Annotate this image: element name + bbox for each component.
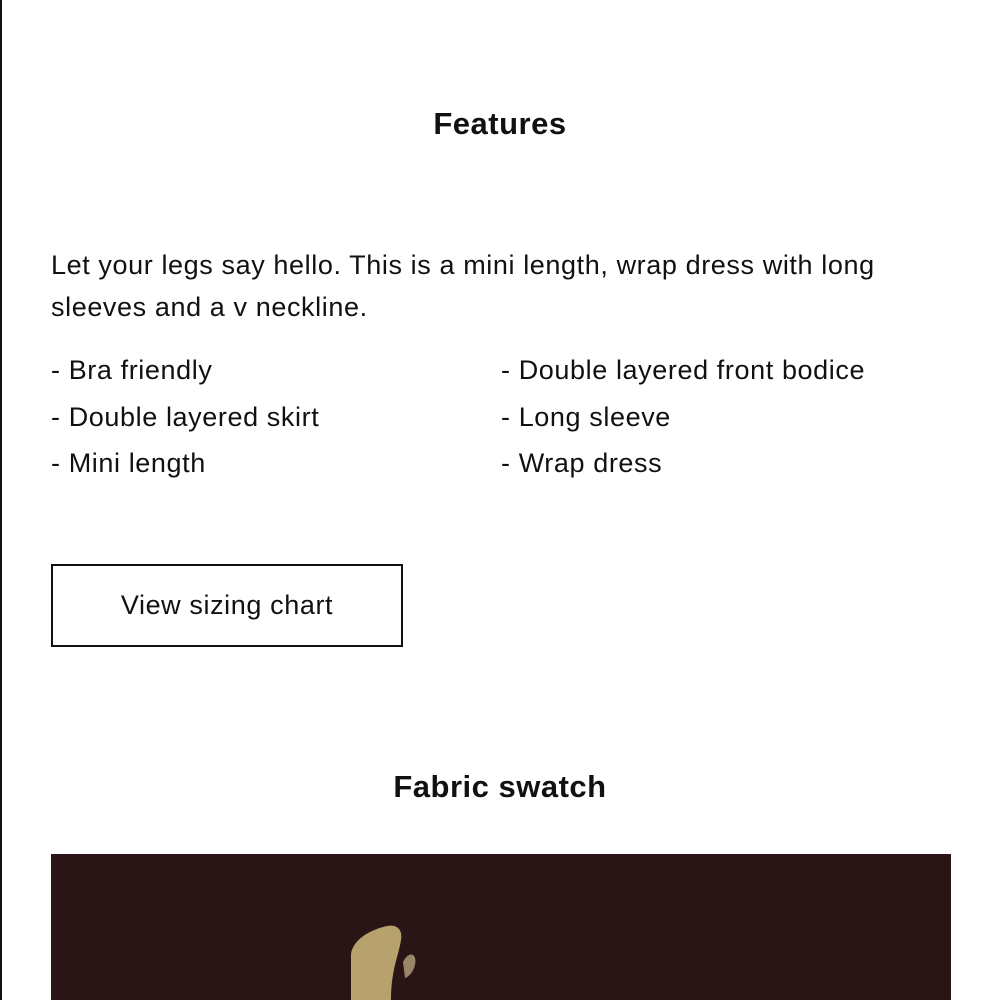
feature-list — [51, 347, 951, 487]
feature-item-mini-length: - Mini length — [51, 448, 206, 478]
fabric-print-pattern — [51, 854, 951, 1000]
feature-item-wrap-dress: - Wrap dress — [501, 448, 663, 478]
feature-item-double-layered-skirt: - Double layered skirt — [51, 401, 320, 432]
feature-item-double-layered-front-bodice: - Double layered front bodice — [501, 355, 866, 385]
feature-item-bra-friendly: - Bra friendly — [51, 355, 213, 385]
feature-item-long-sleeve: - Long sleeve — [501, 401, 671, 432]
page-left-border — [0, 0, 2, 1000]
fabric-print-motif — [351, 926, 401, 1000]
fabric-swatch-heading: Fabric swatch — [393, 769, 607, 804]
fabric-swatch-image — [51, 854, 951, 1000]
fabric-print-fleck — [403, 955, 415, 978]
view-sizing-chart-button[interactable]: View sizing chart — [51, 564, 403, 647]
product-description: Let your legs say hello. This is a mini length, wrap dress with long sleeves and a v neckline. — [51, 250, 875, 322]
features-heading: Features — [433, 106, 567, 141]
